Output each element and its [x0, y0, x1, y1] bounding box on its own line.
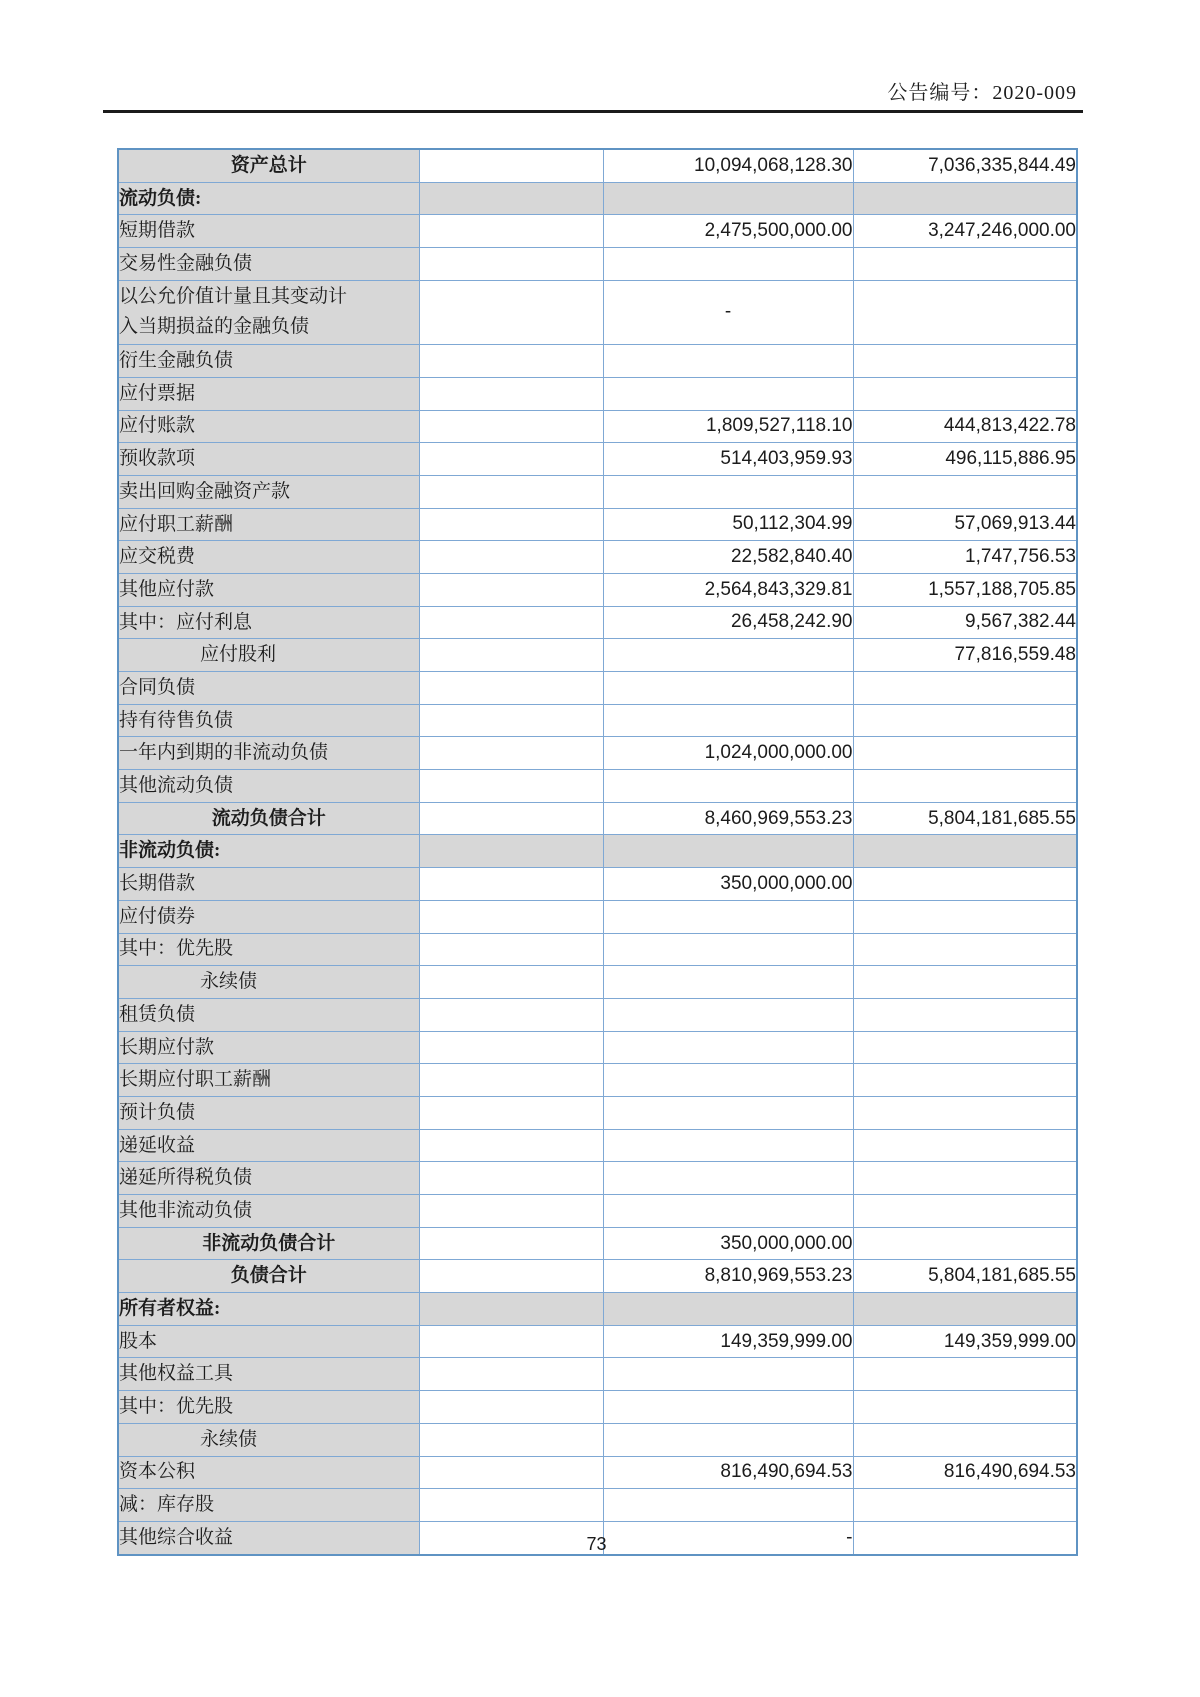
prior-period-amount-cell — [853, 672, 1077, 705]
current-period-amount-cell — [603, 966, 853, 999]
notes-cell — [419, 704, 603, 737]
table-row — [118, 573, 1077, 606]
prior-period-amount-cell — [853, 770, 1077, 803]
item-label-cell: 以公允价值计量且其变动计入当期损益的金融负债 — [118, 280, 419, 344]
prior-period-amount-cell — [853, 835, 1077, 868]
prior-period-amount-cell — [853, 1096, 1077, 1129]
notes-cell — [419, 1423, 603, 1456]
notes-cell — [419, 1325, 603, 1358]
current-period-amount-cell — [603, 1293, 853, 1326]
item-label-cell: 应付账款 — [118, 410, 419, 443]
prior-period-amount-cell — [853, 182, 1077, 215]
item-label-cell: 其他非流动负债 — [118, 1195, 419, 1228]
current-period-amount-cell — [603, 933, 853, 966]
item-label-cell: 股本 — [118, 1325, 419, 1358]
item-label-cell: 应付股利 — [118, 639, 419, 672]
notes-cell — [419, 1456, 603, 1489]
current-period-amount-cell — [603, 998, 853, 1031]
prior-period-amount-cell — [853, 248, 1077, 281]
prior-period-amount-cell: 496,115,886.95 — [853, 443, 1077, 476]
table-row — [118, 475, 1077, 508]
current-period-amount-cell: 149,359,999.00 — [603, 1325, 853, 1358]
table-row — [118, 868, 1077, 901]
item-label-cell: 资产总计 — [118, 149, 419, 182]
prior-period-amount-cell — [853, 966, 1077, 999]
item-label-cell: 其他综合收益 — [118, 1521, 419, 1554]
notes-cell — [419, 410, 603, 443]
item-label-cell: 递延所得税负债 — [118, 1162, 419, 1195]
table-row — [118, 1456, 1077, 1489]
current-period-amount-cell: - — [603, 1521, 853, 1554]
current-period-amount-cell — [603, 1358, 853, 1391]
item-label-cell: 其他应付款 — [118, 573, 419, 606]
table-row — [118, 377, 1077, 410]
current-period-amount-cell: 26,458,242.90 — [603, 606, 853, 639]
notes-cell — [419, 835, 603, 868]
current-period-amount-cell — [603, 345, 853, 378]
notes-cell — [419, 377, 603, 410]
table-row — [118, 149, 1077, 182]
notes-cell — [419, 1227, 603, 1260]
table-row — [118, 541, 1077, 574]
item-label-cell: 预计负债 — [118, 1096, 419, 1129]
prior-period-amount-cell — [853, 1391, 1077, 1424]
prior-period-amount-cell — [853, 1195, 1077, 1228]
current-period-amount-cell — [603, 1129, 853, 1162]
current-period-amount-cell: 8,810,969,553.23 — [603, 1260, 853, 1293]
notes-cell — [419, 149, 603, 182]
current-period-amount-cell: 50,112,304.99 — [603, 508, 853, 541]
prior-period-amount-cell: 77,816,559.48 — [853, 639, 1077, 672]
item-label-cell: 长期应付款 — [118, 1031, 419, 1064]
notes-cell — [419, 770, 603, 803]
item-label-cell: 其中：应付利息 — [118, 606, 419, 639]
table-row — [118, 345, 1077, 378]
item-label-cell: 其中：优先股 — [118, 933, 419, 966]
prior-period-amount-cell — [853, 1129, 1077, 1162]
table-row — [118, 443, 1077, 476]
table-row — [118, 508, 1077, 541]
notes-cell — [419, 1162, 603, 1195]
current-period-amount-cell — [603, 1064, 853, 1097]
current-period-amount-cell — [603, 1423, 853, 1456]
notes-cell — [419, 1293, 603, 1326]
table-row — [118, 1293, 1077, 1326]
table-row — [118, 1227, 1077, 1260]
prior-period-amount-cell — [853, 868, 1077, 901]
notes-cell — [419, 868, 603, 901]
table-row — [118, 639, 1077, 672]
prior-period-amount-cell — [853, 1489, 1077, 1522]
table-row — [118, 998, 1077, 1031]
table-row — [118, 672, 1077, 705]
prior-period-amount-cell — [853, 345, 1077, 378]
table-row — [118, 704, 1077, 737]
item-label-cell: 长期应付职工薪酬 — [118, 1064, 419, 1097]
notes-cell — [419, 672, 603, 705]
item-label-cell: 应交税费 — [118, 541, 419, 574]
current-period-amount-cell: 22,582,840.40 — [603, 541, 853, 574]
notes-cell — [419, 443, 603, 476]
notes-cell — [419, 639, 603, 672]
item-label-cell: 卖出回购金融资产款 — [118, 475, 419, 508]
notes-cell — [419, 1096, 603, 1129]
table-row — [118, 1096, 1077, 1129]
page-number: 73 — [586, 1534, 607, 1554]
notes-cell — [419, 508, 603, 541]
table-row — [118, 1129, 1077, 1162]
current-period-amount-cell — [603, 704, 853, 737]
prior-period-amount-cell — [853, 1064, 1077, 1097]
table-row — [118, 280, 1077, 344]
notes-cell — [419, 573, 603, 606]
item-label-cell: 一年内到期的非流动负债 — [118, 737, 419, 770]
notes-cell — [419, 802, 603, 835]
table-row — [118, 737, 1077, 770]
balance-sheet-table — [117, 148, 1078, 1556]
table-row — [118, 1489, 1077, 1522]
prior-period-amount-cell — [853, 1358, 1077, 1391]
table-row — [118, 966, 1077, 999]
notes-cell — [419, 737, 603, 770]
notes-cell — [419, 606, 603, 639]
current-period-amount-cell: 1,809,527,118.10 — [603, 410, 853, 443]
prior-period-amount-cell: 3,247,246,000.00 — [853, 215, 1077, 248]
current-period-amount-cell: 1,024,000,000.00 — [603, 737, 853, 770]
notes-cell — [419, 1391, 603, 1424]
current-period-amount-cell — [603, 672, 853, 705]
prior-period-amount-cell — [853, 1162, 1077, 1195]
prior-period-amount-cell: 149,359,999.00 — [853, 1325, 1077, 1358]
prior-period-amount-cell: 5,804,181,685.55 — [853, 1260, 1077, 1293]
notes-cell — [419, 1064, 603, 1097]
item-label-cell: 衍生金融负债 — [118, 345, 419, 378]
notes-cell — [419, 541, 603, 574]
table-row — [118, 1260, 1077, 1293]
prior-period-amount-cell — [853, 1293, 1077, 1326]
prior-period-amount-cell — [853, 704, 1077, 737]
notes-cell — [419, 280, 603, 344]
prior-period-amount-cell — [853, 998, 1077, 1031]
table-row — [118, 1325, 1077, 1358]
notes-cell — [419, 475, 603, 508]
item-label-cell: 持有待售负债 — [118, 704, 419, 737]
prior-period-amount-cell: 7,036,335,844.49 — [853, 149, 1077, 182]
prior-period-amount-cell — [853, 1227, 1077, 1260]
current-period-amount-cell: 816,490,694.53 — [603, 1456, 853, 1489]
current-period-amount-cell — [603, 1031, 853, 1064]
notes-cell — [419, 345, 603, 378]
item-label-cell: 长期借款 — [118, 868, 419, 901]
notes-cell — [419, 1260, 603, 1293]
notes-cell — [419, 933, 603, 966]
notes-cell — [419, 1031, 603, 1064]
table-row — [118, 215, 1077, 248]
prior-period-amount-cell: 1,747,756.53 — [853, 541, 1077, 574]
notes-cell — [419, 1489, 603, 1522]
current-period-amount-cell — [603, 1162, 853, 1195]
item-label-cell: 递延收益 — [118, 1129, 419, 1162]
prior-period-amount-cell — [853, 377, 1077, 410]
current-period-amount-cell: 350,000,000.00 — [603, 1227, 853, 1260]
table-row — [118, 802, 1077, 835]
notes-cell — [419, 1358, 603, 1391]
table-row — [118, 770, 1077, 803]
notes-cell — [419, 215, 603, 248]
item-label-cell: 负债合计 — [118, 1260, 419, 1293]
table-row — [118, 1064, 1077, 1097]
notice-number: 公告编号：2020-009 — [887, 82, 1077, 104]
item-label-cell: 预收款项 — [118, 443, 419, 476]
table-row — [118, 1391, 1077, 1424]
table-row — [118, 1358, 1077, 1391]
current-period-amount-cell — [603, 639, 853, 672]
prior-period-amount-cell: 9,567,382.44 — [853, 606, 1077, 639]
item-label-cell: 资本公积 — [118, 1456, 419, 1489]
item-label-cell: 短期借款 — [118, 215, 419, 248]
current-period-amount-cell: 2,564,843,329.81 — [603, 573, 853, 606]
notes-cell — [419, 900, 603, 933]
current-period-amount-cell — [603, 377, 853, 410]
item-label-cell: 非流动负债: — [118, 835, 419, 868]
current-period-amount-cell — [603, 1391, 853, 1424]
current-period-amount-cell — [603, 475, 853, 508]
item-label-cell: 其他流动负债 — [118, 770, 419, 803]
table-row — [118, 1162, 1077, 1195]
notes-cell — [419, 182, 603, 215]
current-period-amount-cell: 2,475,500,000.00 — [603, 215, 853, 248]
prior-period-amount-cell: 57,069,913.44 — [853, 508, 1077, 541]
current-period-amount-cell — [603, 1489, 853, 1522]
item-label-cell: 永续债 — [118, 966, 419, 999]
item-label-cell: 其他权益工具 — [118, 1358, 419, 1391]
header-rule — [103, 110, 1083, 113]
table-row — [118, 900, 1077, 933]
prior-period-amount-cell — [853, 1423, 1077, 1456]
current-period-amount-cell — [603, 1096, 853, 1129]
table-row — [118, 835, 1077, 868]
item-label-cell: 合同负债 — [118, 672, 419, 705]
current-period-amount-cell: 514,403,959.93 — [603, 443, 853, 476]
table-row — [118, 1423, 1077, 1456]
item-label-cell: 应付职工薪酬 — [118, 508, 419, 541]
table-row — [118, 933, 1077, 966]
item-label-cell: 永续债 — [118, 1423, 419, 1456]
current-period-amount-cell: 8,460,969,553.23 — [603, 802, 853, 835]
prior-period-amount-cell: 1,557,188,705.85 — [853, 573, 1077, 606]
current-period-amount-cell — [603, 900, 853, 933]
item-label-cell: 所有者权益: — [118, 1293, 419, 1326]
item-label-cell: 应付票据 — [118, 377, 419, 410]
current-period-amount-cell: 10,094,068,128.30 — [603, 149, 853, 182]
table-row — [118, 606, 1077, 639]
current-period-amount-cell — [603, 182, 853, 215]
notes-cell — [419, 998, 603, 1031]
current-period-amount-cell — [603, 835, 853, 868]
item-label-cell: 非流动负债合计 — [118, 1227, 419, 1260]
prior-period-amount-cell — [853, 1031, 1077, 1064]
item-label-cell: 减：库存股 — [118, 1489, 419, 1522]
current-period-amount-cell: - — [603, 280, 853, 344]
notes-cell — [419, 248, 603, 281]
item-label-cell: 其中：优先股 — [118, 1391, 419, 1424]
current-period-amount-cell — [603, 1195, 853, 1228]
prior-period-amount-cell: 444,813,422.78 — [853, 410, 1077, 443]
table-row — [118, 1195, 1077, 1228]
prior-period-amount-cell — [853, 475, 1077, 508]
notes-cell — [419, 966, 603, 999]
table-row — [118, 1031, 1077, 1064]
prior-period-amount-cell: 5,804,181,685.55 — [853, 802, 1077, 835]
notes-cell — [419, 1129, 603, 1162]
table-row — [118, 410, 1077, 443]
item-label-cell: 流动负债合计 — [118, 802, 419, 835]
table-row — [118, 182, 1077, 215]
item-label-cell: 应付债券 — [118, 900, 419, 933]
prior-period-amount-cell: 816,490,694.53 — [853, 1456, 1077, 1489]
current-period-amount-cell — [603, 248, 853, 281]
prior-period-amount-cell — [853, 737, 1077, 770]
item-label-cell: 租赁负债 — [118, 998, 419, 1031]
item-label-cell: 交易性金融负债 — [118, 248, 419, 281]
prior-period-amount-cell — [853, 933, 1077, 966]
table-row — [118, 248, 1077, 281]
notes-cell — [419, 1195, 603, 1228]
prior-period-amount-cell — [853, 280, 1077, 344]
current-period-amount-cell: 350,000,000.00 — [603, 868, 853, 901]
item-label-cell: 流动负债: — [118, 182, 419, 215]
current-period-amount-cell — [603, 770, 853, 803]
prior-period-amount-cell — [853, 900, 1077, 933]
